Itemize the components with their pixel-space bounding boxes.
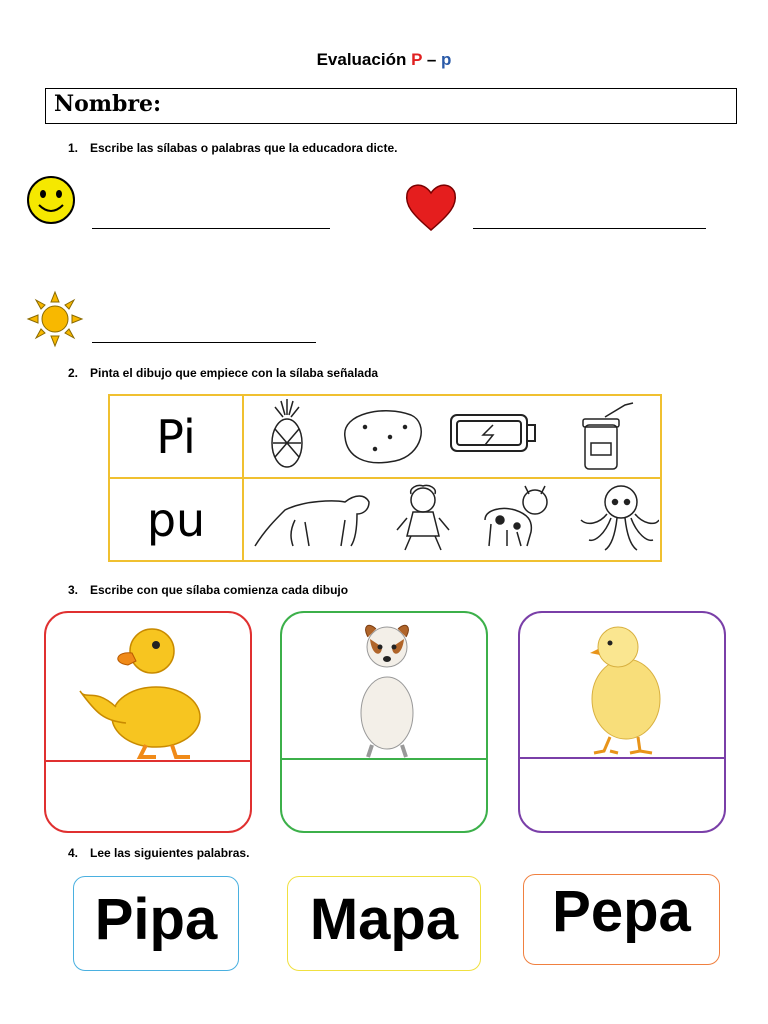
name-label: Nombre: [54, 91, 162, 117]
word-pipa: Pipa [94, 887, 218, 952]
instruction-4 [68, 846, 249, 860]
syllable-row-pu [109, 478, 661, 561]
name-field[interactable] [45, 88, 737, 124]
word-pepa: Pepa [552, 879, 691, 944]
instruction-2 [68, 366, 378, 380]
chick-picture [574, 617, 674, 757]
answer-line-1[interactable] [92, 228, 330, 229]
battery-picture[interactable] [451, 415, 535, 451]
instruction-1-text: Escribe las sílabas o palabras que la educadora dicte. [90, 141, 398, 155]
doll-picture[interactable] [397, 485, 449, 550]
duck-picture [76, 617, 216, 761]
potato-picture[interactable] [345, 411, 421, 463]
card-chick [518, 611, 726, 833]
jar-picture[interactable] [583, 403, 633, 469]
syllable-row-pi [109, 395, 661, 478]
title-prefix: Evaluación [316, 50, 412, 69]
instruction-2-text: Pinta el dibujo que empiece con la sílaba señalada [90, 366, 379, 380]
instruction-4-number: 4. [68, 846, 79, 860]
heart-icon [404, 180, 458, 232]
word-card-pepa [523, 874, 720, 965]
instruction-3-number: 3. [68, 583, 79, 597]
smiley-face-icon [26, 175, 78, 227]
instruction-3 [68, 583, 348, 597]
puppy-picture[interactable] [485, 486, 547, 546]
instruction-3-text: Escribe con que sílaba comienza cada dibujo [90, 583, 349, 597]
answer-line-2[interactable] [473, 228, 706, 229]
pictures-row-pu [243, 478, 661, 561]
card-dog [280, 611, 488, 833]
word-card-pipa [73, 876, 239, 971]
puma-picture[interactable] [255, 496, 369, 546]
instruction-2-number: 2. [68, 366, 79, 380]
pineapple-picture[interactable] [272, 399, 302, 467]
word-mapa: Mapa [309, 887, 459, 952]
syllable-table [108, 394, 662, 562]
answer-line-3[interactable] [92, 342, 316, 343]
syllable-pu: pu [109, 478, 243, 561]
word-card-mapa [287, 876, 481, 971]
title-letter-lower: p [441, 50, 452, 69]
sun-icon [26, 290, 84, 348]
title-letter-upper: P [411, 50, 423, 69]
card-duck [44, 611, 252, 833]
page-title [0, 50, 768, 70]
instruction-1 [68, 141, 397, 155]
octopus-picture[interactable] [581, 486, 659, 550]
dog-picture [342, 617, 432, 759]
pictures-row-pi [243, 395, 661, 478]
instruction-4-text: Lee las siguientes palabras. [90, 846, 250, 860]
syllable-pi: Pi [109, 395, 243, 478]
title-dash: – [422, 50, 442, 69]
instruction-1-number: 1. [68, 141, 79, 155]
